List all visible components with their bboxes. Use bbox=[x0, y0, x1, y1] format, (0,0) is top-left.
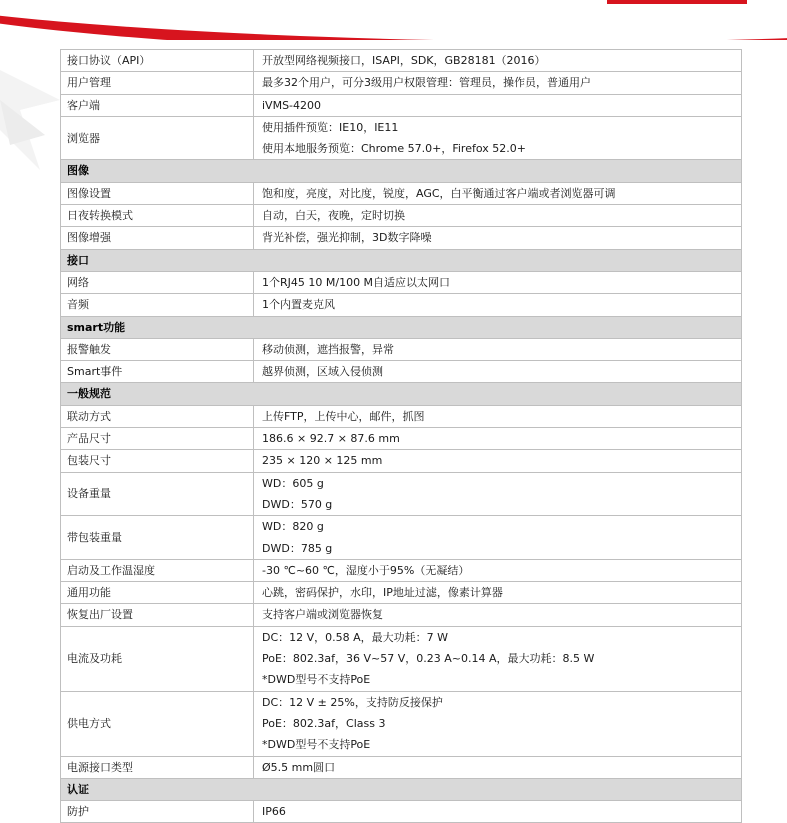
spec-value-line: *DWD型号不支持PoE bbox=[262, 738, 371, 752]
spec-row bbox=[61, 94, 742, 116]
spec-value bbox=[254, 691, 742, 756]
spec-value bbox=[254, 450, 742, 472]
spec-label: 音频 bbox=[61, 294, 254, 316]
spec-value-line: DC：12 V ± 25%，支持防反接保护 bbox=[262, 695, 443, 709]
spec-value bbox=[254, 50, 742, 72]
spec-value bbox=[254, 94, 742, 116]
spec-value-line: *DWD型号不支持PoE bbox=[262, 673, 371, 687]
spec-row bbox=[61, 294, 742, 316]
spec-value bbox=[254, 472, 742, 516]
spec-row bbox=[61, 559, 742, 581]
spec-value-line: -30 ℃~60 ℃，湿度小于95%（无凝结） bbox=[262, 563, 470, 577]
spec-value bbox=[254, 626, 742, 691]
spec-label: 联动方式 bbox=[61, 405, 254, 427]
section-title: 接口 bbox=[61, 249, 742, 271]
spec-label: 接口协议（API） bbox=[61, 50, 254, 72]
spec-label: 浏览器 bbox=[61, 116, 254, 160]
spec-row bbox=[61, 472, 742, 516]
spec-row bbox=[61, 450, 742, 472]
spec-row bbox=[61, 582, 742, 604]
spec-value-line: PoE：802.3af，36 V~57 V，0.23 A~0.14 A，最大功耗：8.5 W bbox=[262, 652, 595, 666]
spec-value-line: DC：12 V，0.58 A，最大功耗：7 W bbox=[262, 630, 449, 644]
spec-value-line: WD：820 g bbox=[262, 520, 324, 534]
spec-label: 包装尺寸 bbox=[61, 450, 254, 472]
spec-label: 网络 bbox=[61, 271, 254, 293]
spec-value bbox=[254, 405, 742, 427]
spec-value-line: IP66 bbox=[262, 805, 286, 819]
spec-value bbox=[254, 604, 742, 626]
section-header-row bbox=[61, 160, 742, 182]
spec-label: 启动及工作温湿度 bbox=[61, 559, 254, 581]
spec-row bbox=[61, 72, 742, 94]
section-title: 图像 bbox=[61, 160, 742, 182]
spec-value-line: 越界侦测，区域入侵侦测 bbox=[262, 365, 383, 379]
section-header-row bbox=[61, 778, 742, 800]
spec-value bbox=[254, 182, 742, 204]
spec-label: 电源接口类型 bbox=[61, 756, 254, 778]
top-banner bbox=[0, 0, 787, 40]
spec-label: 图像设置 bbox=[61, 182, 254, 204]
spec-label: Smart事件 bbox=[61, 361, 254, 383]
section-header-row bbox=[61, 249, 742, 271]
spec-value bbox=[254, 756, 742, 778]
spec-value-line: 上传FTP，上传中心，邮件，抓图 bbox=[262, 409, 425, 423]
spec-value bbox=[254, 205, 742, 227]
spec-label: 恢复出厂设置 bbox=[61, 604, 254, 626]
spec-row bbox=[61, 626, 742, 691]
spec-label: 报警触发 bbox=[61, 338, 254, 360]
spec-value-line: 支持客户端或浏览器恢复 bbox=[262, 608, 383, 622]
spec-label: 设备重量 bbox=[61, 472, 254, 516]
section-title: 一般规范 bbox=[61, 383, 742, 405]
spec-value bbox=[254, 801, 742, 823]
red-curve-decoration bbox=[0, 0, 787, 40]
spec-label: 客户端 bbox=[61, 94, 254, 116]
spec-row bbox=[61, 182, 742, 204]
spec-value bbox=[254, 361, 742, 383]
spec-row bbox=[61, 756, 742, 778]
spec-value-line: 使用插件预览：IE10，IE11 bbox=[262, 120, 399, 134]
spec-value-line: 心跳，密码保护，水印，IP地址过滤，像素计算器 bbox=[262, 586, 503, 600]
spec-value-line: PoE：802.3af，Class 3 bbox=[262, 716, 386, 730]
spec-value bbox=[254, 516, 742, 560]
spec-value bbox=[254, 582, 742, 604]
spec-row bbox=[61, 50, 742, 72]
spec-value-line: iVMS-4200 bbox=[262, 98, 322, 112]
spec-value bbox=[254, 271, 742, 293]
spec-row bbox=[61, 428, 742, 450]
spec-value-line: DWD：570 g bbox=[262, 497, 333, 511]
spec-label: 供电方式 bbox=[61, 691, 254, 756]
spec-label: 日夜转换模式 bbox=[61, 205, 254, 227]
section-header-row bbox=[61, 316, 742, 338]
spec-value-line: 使用本地服务预览：Chrome 57.0+，Firefox 52.0+ bbox=[262, 142, 526, 156]
spec-value bbox=[254, 227, 742, 249]
spec-table-body bbox=[61, 50, 742, 823]
spec-value-line: 自动，白天，夜晚，定时切换 bbox=[262, 209, 405, 223]
spec-value bbox=[254, 338, 742, 360]
spec-row bbox=[61, 691, 742, 756]
spec-value-line: 235 × 120 × 125 mm bbox=[262, 454, 383, 468]
spec-row bbox=[61, 801, 742, 823]
spec-label: 产品尺寸 bbox=[61, 428, 254, 450]
spec-table bbox=[60, 49, 742, 823]
spec-label: 带包装重量 bbox=[61, 516, 254, 560]
spec-label: 通用功能 bbox=[61, 582, 254, 604]
spec-row bbox=[61, 405, 742, 427]
spec-label: 防护 bbox=[61, 801, 254, 823]
spec-value-line: DWD：785 g bbox=[262, 541, 333, 555]
spec-value-line: 最多32个用户，可分3级用户权限管理：管理员，操作员，普通用户 bbox=[262, 76, 591, 90]
spec-value bbox=[254, 559, 742, 581]
spec-value bbox=[254, 428, 742, 450]
section-title: smart功能 bbox=[61, 316, 742, 338]
section-header-row bbox=[61, 383, 742, 405]
spec-value bbox=[254, 116, 742, 160]
spec-value bbox=[254, 72, 742, 94]
spec-row bbox=[61, 604, 742, 626]
spec-value bbox=[254, 294, 742, 316]
spec-value-line: 饱和度，亮度，对比度，锐度，AGC，白平衡通过客户端或者浏览器可调 bbox=[262, 186, 616, 200]
spec-value-line: 移动侦测，遮挡报警，异常 bbox=[262, 342, 394, 356]
spec-value-line: WD：605 g bbox=[262, 476, 324, 490]
brand-logo-strip bbox=[607, 0, 747, 4]
spec-value-line: 开放型网络视频接口，ISAPI，SDK，GB28181（2016） bbox=[262, 54, 546, 67]
spec-label: 用户管理 bbox=[61, 72, 254, 94]
spec-label: 图像增强 bbox=[61, 227, 254, 249]
spec-row bbox=[61, 116, 742, 160]
section-title: 认证 bbox=[61, 778, 742, 800]
spec-row bbox=[61, 338, 742, 360]
spec-value-line: 背光补偿，强光抑制，3D数字降噪 bbox=[262, 231, 432, 245]
spec-row bbox=[61, 516, 742, 560]
spec-value-line: 1个内置麦克风 bbox=[262, 298, 335, 312]
spec-row bbox=[61, 271, 742, 293]
spec-label: 电流及功耗 bbox=[61, 626, 254, 691]
spec-row bbox=[61, 361, 742, 383]
spec-value-line: Ø5.5 mm圆口 bbox=[262, 760, 336, 774]
spec-value-line: 1个RJ45 10 M/100 M自适应以太网口 bbox=[262, 275, 451, 289]
spec-row bbox=[61, 227, 742, 249]
spec-value-line: 186.6 × 92.7 × 87.6 mm bbox=[262, 432, 400, 446]
spec-row bbox=[61, 205, 742, 227]
